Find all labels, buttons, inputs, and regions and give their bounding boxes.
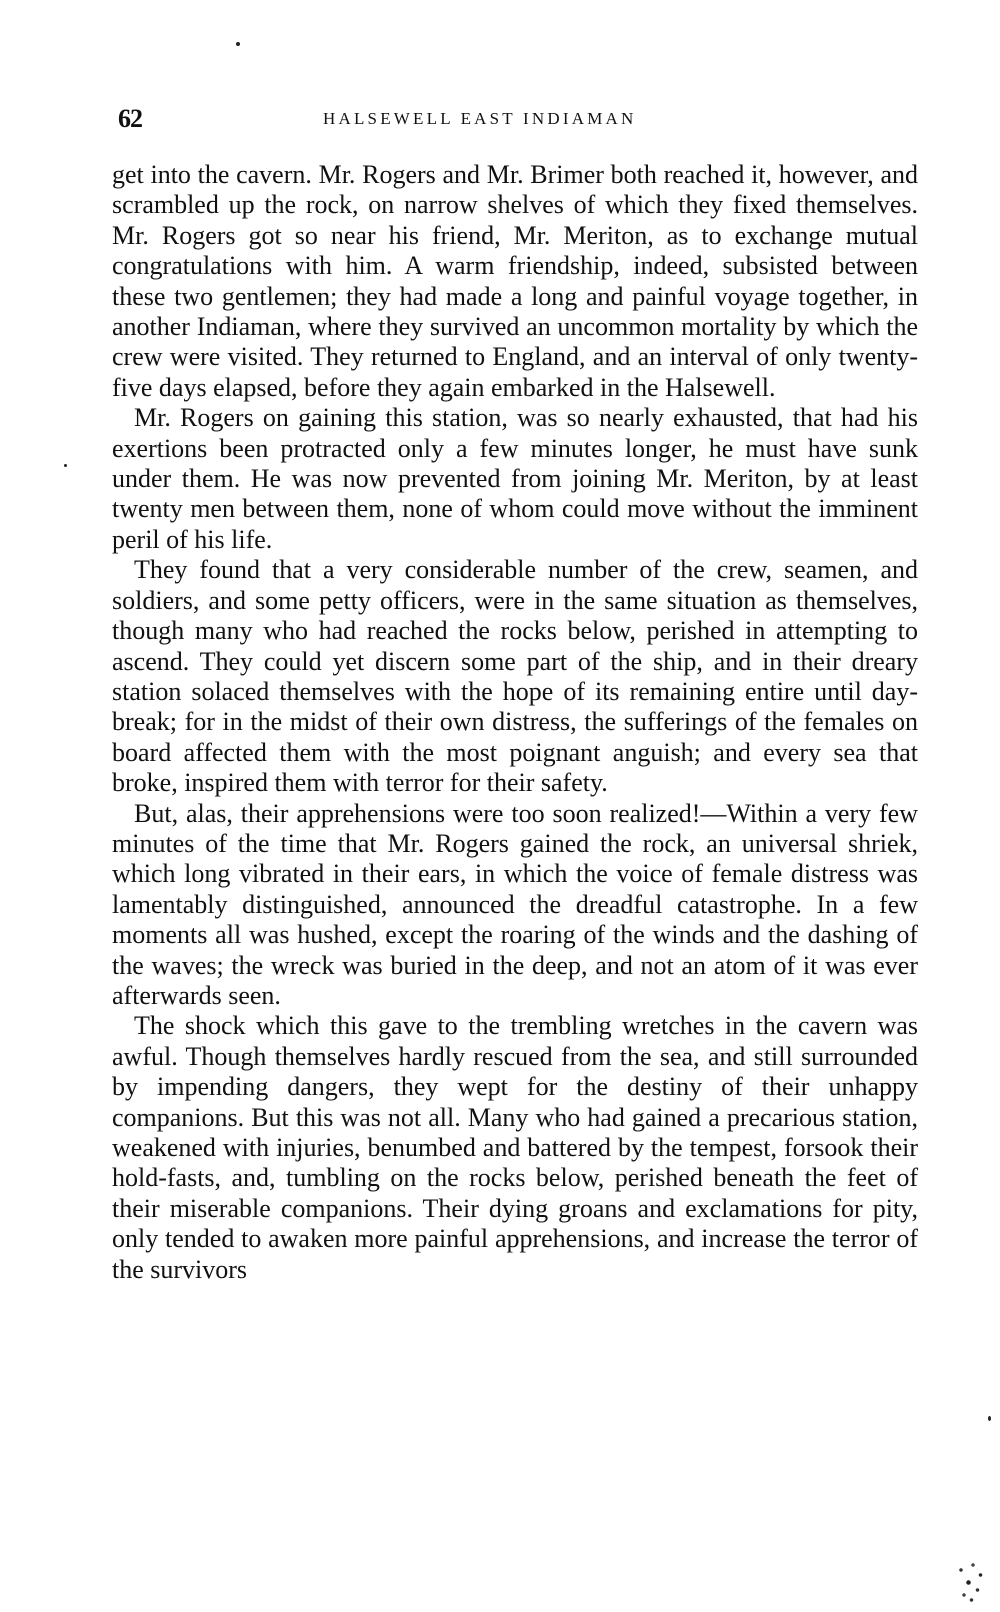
paragraph: But, alas, their apprehensions were too soon realized!—Within a very few minutes of the time that Mr. Rogers gained the rock, an universal shriek, which long vibrated in their ears, in which the voice of female distress was lamentably distinguished, announced the dreadful catastrophe. In a few moments all was hushed, except the roaring of the winds and the dashing of the waves; the wreck was buried in the deep, and not an atom of it was ever afterwards seen. — [112, 798, 918, 1010]
ink-speck — [64, 464, 67, 467]
paragraph: The shock which this gave to the trembling wretches in the cavern was awful. Though themselves hardly rescued from the sea, and still surrounded by impending dangers, they wept for the destiny of their unhappy companions. But this was not all. Many who had gained a precarious station, weakened with injuries, benumbed and battered by the tempest, forsook their hold-fasts, and, tumbling on the rocks below, perished beneath the feet of their miserable companions. Their dying groans and exclamations for pity, only tended to awaken more painful apprehensions, and increase the terror of the survivors — [112, 1011, 918, 1284]
paragraph: Mr. Rogers on gaining this station, was so nearly exhausted, that had his exertions been protracted only a few minutes longer, he must have sunk under them. He was now prevented from joining Mr. Meriton, by at least twenty men between them, none of whom could move without the imminent peril of his life. — [112, 403, 918, 554]
ink-speck — [236, 42, 240, 46]
corner-ink-speckle — [955, 1555, 985, 1605]
page-header — [118, 104, 918, 140]
page-number: 62 — [118, 104, 142, 133]
paragraph: get into the cavern. Mr. Rogers and Mr. Brimer both reached it, however, and scrambled up the rock, on narrow shelves of which they fixed themselves. Mr. Rogers got so near his friend, Mr. Meriton, as to exchange mutual congratulations with him. A warm friendship, indeed, subsisted between these two gentlemen; they had made a long and painful voyage together, in another Indiaman, where they survived an uncommon mortality by which the crew were visited. They returned to England, and an interval of only twenty-five days elapsed, before they again embarked in the Halsewell. — [112, 160, 918, 402]
paragraph: They found that a very considerable number of the crew, seamen, and soldiers, and some petty officers, were in the same situation as themselves, though many who had reached the rocks below, perished in attempting to ascend. They could yet discern some part of the ship, and in their dreary station solaced themselves with the hope of its remaining entire until day-break; for in the midst of their own distress, the sufferings of the females on board affected them with the most poignant anguish; and every sea that broke, inspired them with terror for their safety. — [112, 555, 918, 798]
body-text — [112, 160, 918, 1285]
ink-speck — [988, 1416, 991, 1421]
running-head: HALSEWELL EAST INDIAMAN — [323, 109, 637, 128]
